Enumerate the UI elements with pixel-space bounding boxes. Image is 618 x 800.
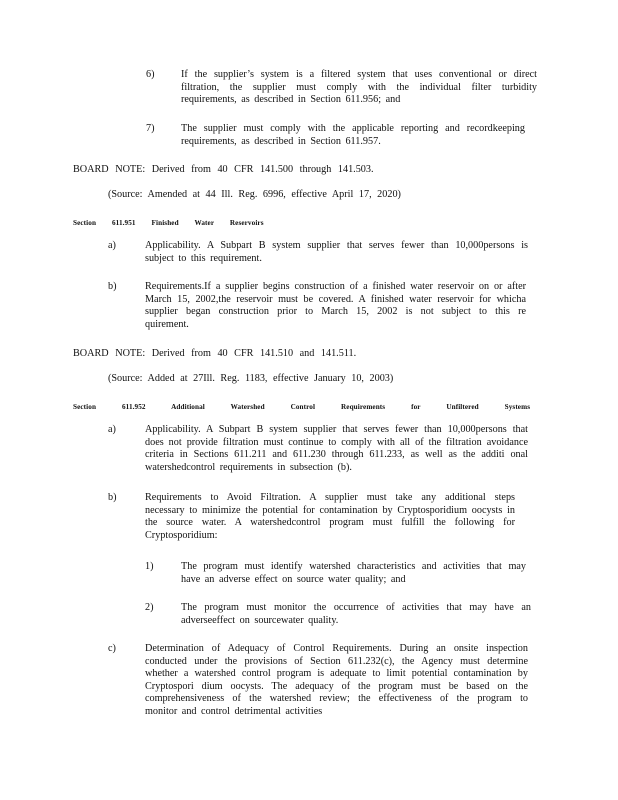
paragraph-marker: 1) [145, 561, 154, 572]
subsection-marker: a) [108, 240, 116, 251]
subsection-marker: c) [108, 643, 116, 654]
subsection-text: Applicability. A Subpart B system supplier that serves fewer than 10,000persons is subject to this requirement. [145, 240, 528, 264]
subsection-marker: a) [108, 424, 116, 435]
subsection-text: Requirements to Avoid Filtration. A supplier must take any additional steps necessary to minimize the potential for contamination by Cryptosporidium oocysts in the source water. A watershedcontrol program must fulfill the following for Cryptosporidium: [145, 492, 515, 541]
paragraph-text: The program must monitor the occurrence of activities that may have an adverseeffect on sourcewater quality. [181, 602, 531, 626]
paragraph-text: The program must identify watershed characteristics and activities that may have an adverse effect on source water quality; and [181, 561, 526, 585]
item-text: If the supplier’s system is a filtered system that uses conventional or direct filtration, the supplier must comply with the individual filter turbidity requirements, as described in Section 611.956; and [181, 69, 537, 106]
subsection-text: Applicability. A Subpart B system supplier that serves fewer than 10,000persons that does not provide filtration must continue to comply with all of the filtration avoidance criteria in Sections 611.211 and 611.230 through 611.233, as well as the additi onal watershedcontrol requirements in subsection (b). [145, 424, 528, 473]
section-heading: Section 611.952 Additional Watershed Control Requirements for Unfiltered Systems [73, 403, 531, 411]
source-note: (Source: Amended at 44 Ill. Reg. 6996, effective April 17, 2020) [108, 189, 401, 200]
subsection-text: Requirements.If a supplier begins construction of a finished water reservoir on or after March 15, 2002,the reservoir must be covered. A finished water reservoir for whicha supplier began construction prior to March 15, 2002 is not subject to this re quirement. [145, 281, 526, 330]
subsection-marker: b) [108, 492, 117, 503]
subsection-text: Determination of Adequacy of Control Requirements. During an onsite inspection conducted under the provisions of Section 611.232(c), the Agency must determine whether a watershed control program is adequate to limit potential contamination by Cryptospori dium oocysts. The adequacy of the program must be based on the comprehensiveness of the watershed review; the effectiveness of the program to monitor and control detrimental activities [145, 643, 528, 717]
item-marker: 6) [146, 69, 155, 80]
item-marker: 7) [146, 123, 155, 134]
item-text: The supplier must comply with the applicable reporting and recordkeeping requirements, as described in Section 611.957. [181, 123, 525, 147]
board-note: BOARD NOTE: Derived from 40 CFR 141.510 and 141.511. [73, 348, 357, 359]
source-note: (Source: Added at 27Ill. Reg. 1183, effective January 10, 2003) [108, 373, 394, 384]
section-heading: Section 611.951 Finished Water Reservoirs [73, 219, 264, 227]
board-note: BOARD NOTE: Derived from 40 CFR 141.500 through 141.503. [73, 164, 374, 175]
paragraph-marker: 2) [145, 602, 154, 613]
subsection-marker: b) [108, 281, 117, 292]
